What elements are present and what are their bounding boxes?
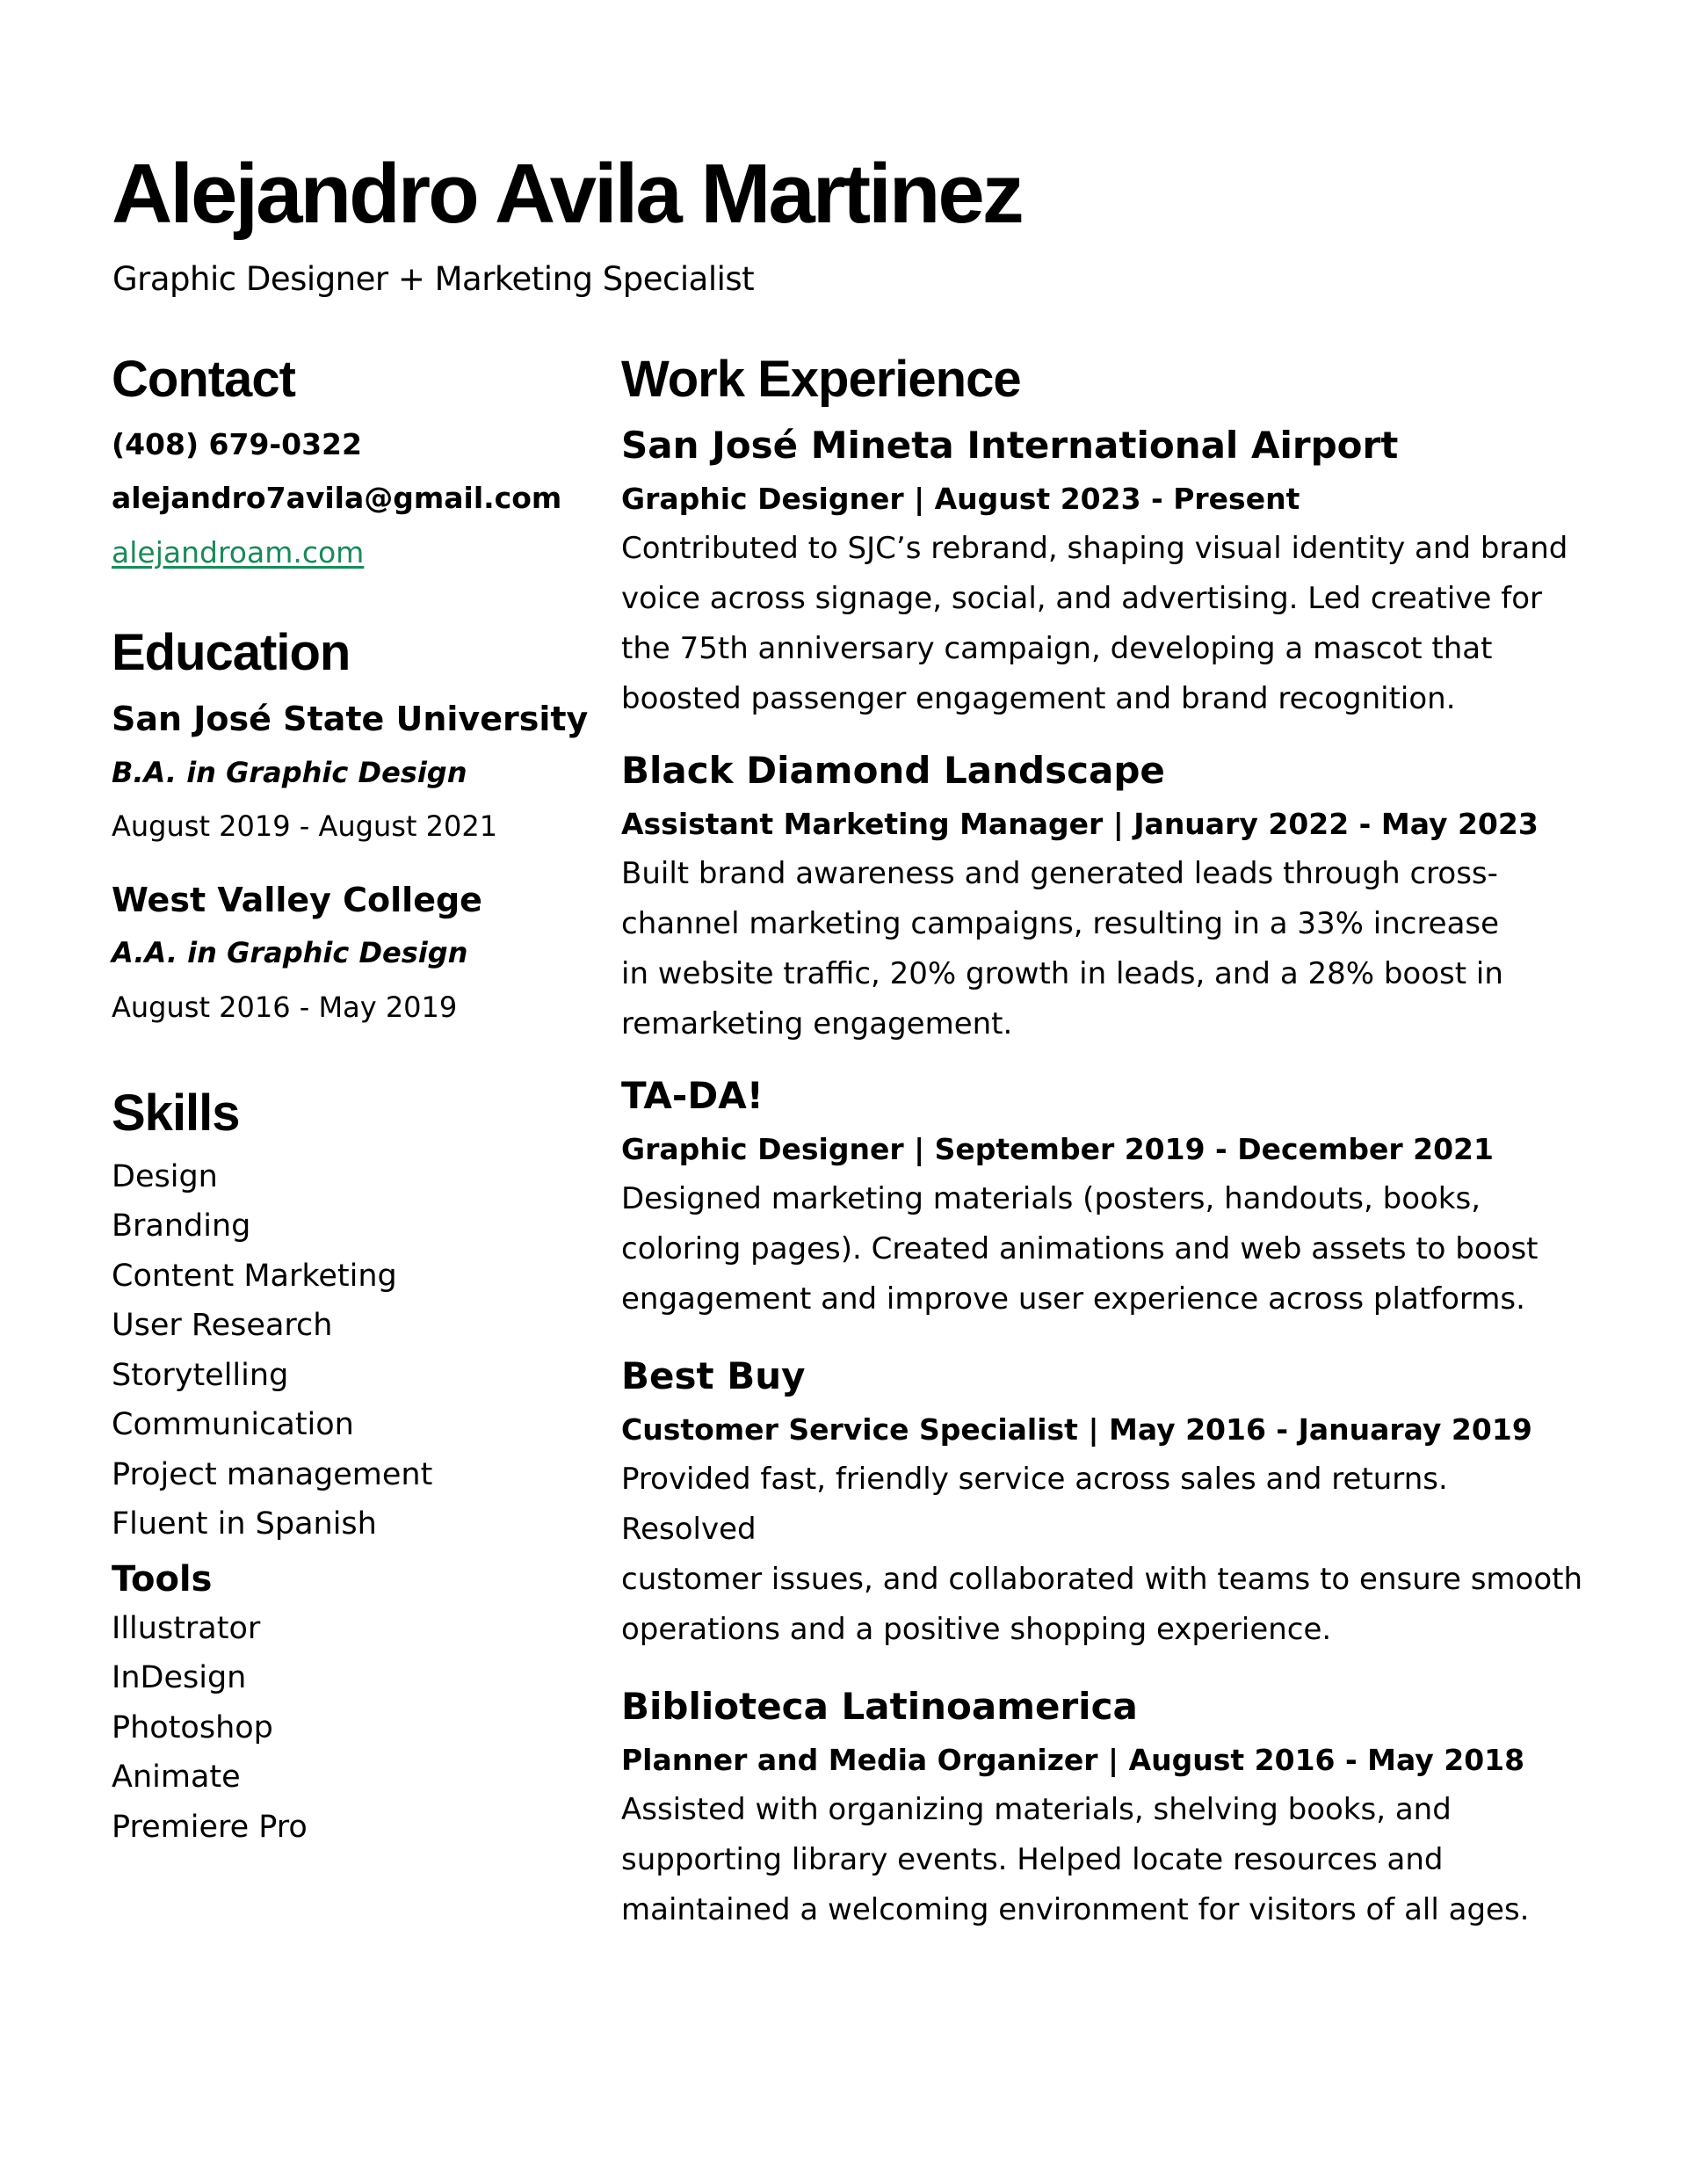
degree: A.A. in Graphic Design [112, 936, 468, 970]
education-dates: August 2019 - August 2021 [112, 809, 498, 844]
description-line: Designed marketing materials (posters, handouts, books, [621, 1180, 1481, 1216]
job-role: Customer Service Specialist | May 2016 - Januaray 2019 [621, 1412, 1532, 1448]
school-name: West Valley College [112, 880, 482, 919]
job-description [621, 849, 1588, 1049]
website-link[interactable] [112, 535, 604, 570]
description-line: coloring pages). Created animations and web assets to boost [621, 1230, 1539, 1266]
skill-item: Communication [112, 1407, 354, 1443]
job-role: Assistant Marketing Manager | January 2022 - May 2023 [621, 807, 1539, 842]
description-line: Provided fast, friendly service across sales and returns. Resolved [621, 1461, 1448, 1547]
tool-item: Animate [112, 1760, 241, 1796]
skill-item: User Research [112, 1308, 333, 1344]
job-role: Graphic Designer | September 2019 - December 2021 [621, 1132, 1494, 1167]
description-line: channel marketing campaigns, resulting in a 33% increase [621, 905, 1500, 941]
left-column [112, 352, 604, 1852]
company-name: TA-DA! [621, 1073, 764, 1117]
description-line: remarketing engagement. [621, 1005, 1013, 1041]
company-name: Best Buy [621, 1353, 806, 1397]
skills-heading: Skills [112, 1085, 240, 1143]
description-line: the 75th anniversary campaign, developing a mascot that [621, 630, 1493, 666]
company-name: San José Mineta International Airport [621, 423, 1399, 467]
school-name: San José State University [112, 700, 589, 739]
skill-item: Branding [112, 1208, 251, 1244]
tools-list [112, 1604, 604, 1853]
candidate-title: Graphic Designer + Marketing Specialist [112, 260, 755, 298]
job-description [621, 1785, 1588, 1935]
description-line: supporting library events. Helped locate resources and [621, 1841, 1444, 1877]
description-line: Assisted with organizing materials, shelving books, and [621, 1791, 1452, 1827]
job-entry [621, 1354, 1588, 1655]
tool-item: Photoshop [112, 1709, 273, 1745]
phone-number: (408) 679-0322 [112, 426, 362, 461]
education-heading: Education [112, 623, 351, 681]
education-item [112, 700, 604, 843]
skills-list [112, 1152, 604, 1549]
tool-item: Premiere Pro [112, 1809, 308, 1845]
education-dates: August 2016 - May 2019 [112, 990, 458, 1024]
tool-item: Illustrator [112, 1610, 261, 1646]
website-link-text[interactable]: alejandroam.com [112, 534, 365, 570]
description-line: Built brand awareness and generated leads through cross- [621, 855, 1498, 891]
education-item [112, 881, 604, 1024]
job-entry [621, 1685, 1588, 1935]
tool-item: InDesign [112, 1660, 247, 1696]
description-line: engagement and improve user experience across platforms. [621, 1281, 1525, 1317]
email-address: alejandro7avila@gmail.com [112, 481, 562, 516]
skill-item: Project management [112, 1456, 433, 1492]
job-role: Planner and Media Organizer | August 2016 - May 2018 [621, 1743, 1525, 1778]
contact-heading: Contact [112, 351, 295, 408]
job-entry [621, 749, 1588, 1049]
description-line: Contributed to SJC’s rebrand, shaping visual identity and brand [621, 530, 1568, 566]
job-description [621, 1455, 1588, 1655]
skill-item: Fluent in Spanish [112, 1506, 377, 1542]
company-name: Black Diamond Landscape [621, 748, 1165, 792]
description-line: operations and a positive shopping experience. [621, 1611, 1332, 1647]
description-line: in website traffic, 20% growth in leads, and a 28% boost in [621, 955, 1503, 991]
description-line: voice across signage, social, and advertising. Led creative for [621, 580, 1542, 616]
description-line: maintained a welcoming environment for visitors of all ages. [621, 1891, 1530, 1927]
degree: B.A. in Graphic Design [112, 755, 467, 789]
description-line: customer issues, and collaborated with teams to ensure smooth [621, 1561, 1583, 1597]
job-entry [621, 1074, 1588, 1324]
job-description [621, 524, 1588, 724]
work-experience-heading: Work Experience [621, 351, 1021, 408]
skill-item: Storytelling [112, 1357, 289, 1393]
right-column [621, 352, 1588, 1935]
skill-item: Design [112, 1158, 218, 1194]
job-description [621, 1174, 1588, 1324]
candidate-name: Alejandro Avila Martinez [112, 147, 1022, 241]
description-line: boosted passenger engagement and brand recognition. [621, 680, 1456, 716]
job-role: Graphic Designer | August 2023 - Present [621, 482, 1300, 517]
job-entry [621, 424, 1588, 724]
skill-item: Content Marketing [112, 1258, 397, 1294]
tools-heading: Tools [112, 1558, 213, 1600]
company-name: Biblioteca Latinoamerica [621, 1684, 1138, 1728]
